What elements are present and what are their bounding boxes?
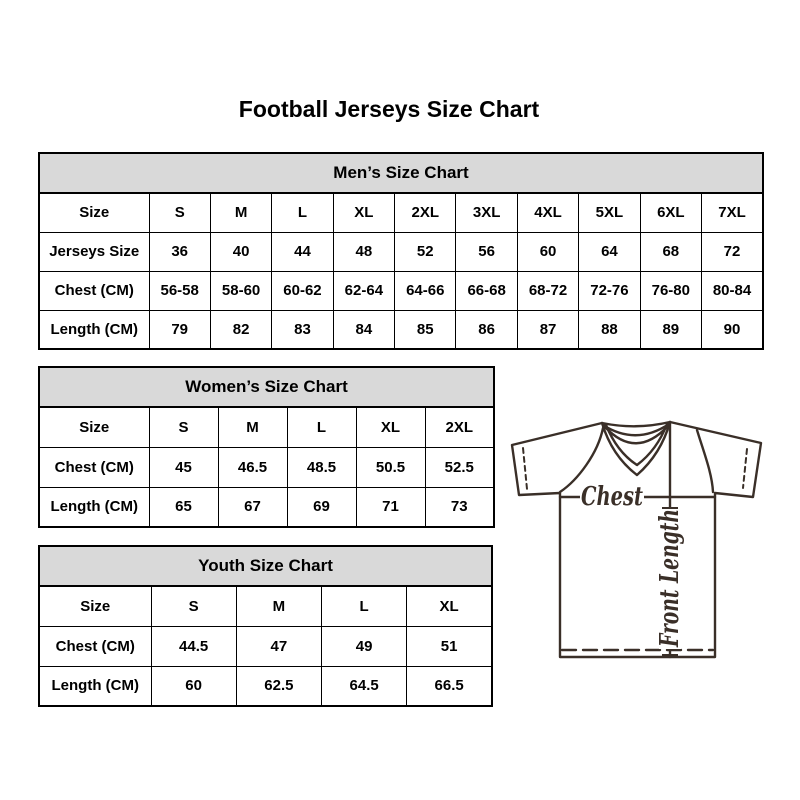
cell: 47 (236, 626, 321, 666)
cell: 7XL (702, 193, 763, 232)
row-label: Chest (CM) (39, 626, 151, 666)
cell: 82 (210, 310, 271, 349)
table-row (39, 407, 494, 447)
cell: 85 (395, 310, 456, 349)
front-length-label: Front Length (655, 455, 685, 647)
cell: 68-72 (517, 271, 578, 310)
cell: 51 (407, 626, 492, 666)
cell: 5XL (579, 193, 640, 232)
cell: 44 (272, 232, 333, 271)
cell: 67 (218, 487, 287, 527)
cell: 90 (702, 310, 763, 349)
cell: 58-60 (210, 271, 271, 310)
cell: XL (333, 193, 394, 232)
cell: 60-62 (272, 271, 333, 310)
cell: 66.5 (407, 666, 492, 706)
cell: L (272, 193, 333, 232)
row-label: Chest (CM) (39, 271, 149, 310)
cell: XL (407, 586, 492, 626)
cell: 86 (456, 310, 517, 349)
cell: 52.5 (425, 447, 494, 487)
cell: 68 (640, 232, 701, 271)
cell: L (322, 586, 407, 626)
table-row (39, 232, 763, 271)
cell: 64-66 (395, 271, 456, 310)
cell: 64 (579, 232, 640, 271)
cell: 56 (456, 232, 517, 271)
cell: 69 (287, 487, 356, 527)
cell: S (149, 193, 210, 232)
cell: 64.5 (322, 666, 407, 706)
cell: 66-68 (456, 271, 517, 310)
cell: 87 (517, 310, 578, 349)
table-title: Men’s Size Chart (39, 153, 763, 193)
jersey-armhole-right (697, 430, 713, 492)
row-label: Chest (CM) (39, 447, 149, 487)
table-row (39, 487, 494, 527)
cell: 56-58 (149, 271, 210, 310)
row-label: Length (CM) (39, 487, 149, 527)
cell: 60 (517, 232, 578, 271)
cell: M (218, 407, 287, 447)
cell: 76-80 (640, 271, 701, 310)
cell: 88 (579, 310, 640, 349)
page-title: Football Jerseys Size Chart (238, 96, 540, 122)
cell: 4XL (517, 193, 578, 232)
cell: 44.5 (151, 626, 236, 666)
table-row (39, 666, 492, 706)
cell: 73 (425, 487, 494, 527)
cell: 45 (149, 447, 218, 487)
cell: 3XL (456, 193, 517, 232)
row-label: Length (CM) (39, 666, 151, 706)
cell: 84 (333, 310, 394, 349)
cell: 89 (640, 310, 701, 349)
cell: 48 (333, 232, 394, 271)
sleeve-stitch-left-icon (523, 448, 527, 489)
cell: 40 (210, 232, 271, 271)
cell: M (210, 193, 271, 232)
sleeve-stitch-right-icon (743, 449, 747, 488)
cell: 83 (272, 310, 333, 349)
table-row (39, 310, 763, 349)
cell: 36 (149, 232, 210, 271)
table-row (39, 271, 763, 310)
cell: 72 (702, 232, 763, 271)
table-row (39, 586, 492, 626)
jersey-outline (512, 422, 761, 657)
cell: XL (356, 407, 425, 447)
jersey-diagram (500, 408, 772, 670)
cell: 6XL (640, 193, 701, 232)
row-label: Size (39, 193, 149, 232)
table-row (39, 193, 763, 232)
youth-size-table (38, 545, 493, 707)
cell: M (236, 586, 321, 626)
cell: 2XL (425, 407, 494, 447)
cell: S (151, 586, 236, 626)
mens-size-table (38, 152, 764, 350)
cell: 60 (151, 666, 236, 706)
cell: L (287, 407, 356, 447)
cell: 49 (322, 626, 407, 666)
row-label: Length (CM) (39, 310, 149, 349)
cell: 71 (356, 487, 425, 527)
cell: 72-76 (579, 271, 640, 310)
cell: 46.5 (218, 447, 287, 487)
jersey-collar (602, 422, 670, 475)
womens-size-table (38, 366, 495, 528)
cell: 79 (149, 310, 210, 349)
cell: 65 (149, 487, 218, 527)
cell: 2XL (395, 193, 456, 232)
cell: 62.5 (236, 666, 321, 706)
row-label: Jerseys Size (39, 232, 149, 271)
cell: S (149, 407, 218, 447)
chest-label: Chest (581, 482, 643, 512)
table-row (39, 447, 494, 487)
cell: 62-64 (333, 271, 394, 310)
cell: 52 (395, 232, 456, 271)
table-title: Women’s Size Chart (39, 367, 494, 407)
table-title: Youth Size Chart (39, 546, 492, 586)
table-row (39, 626, 492, 666)
cell: 80-84 (702, 271, 763, 310)
row-label: Size (39, 407, 149, 447)
cell: 48.5 (287, 447, 356, 487)
row-label: Size (39, 586, 151, 626)
cell: 50.5 (356, 447, 425, 487)
